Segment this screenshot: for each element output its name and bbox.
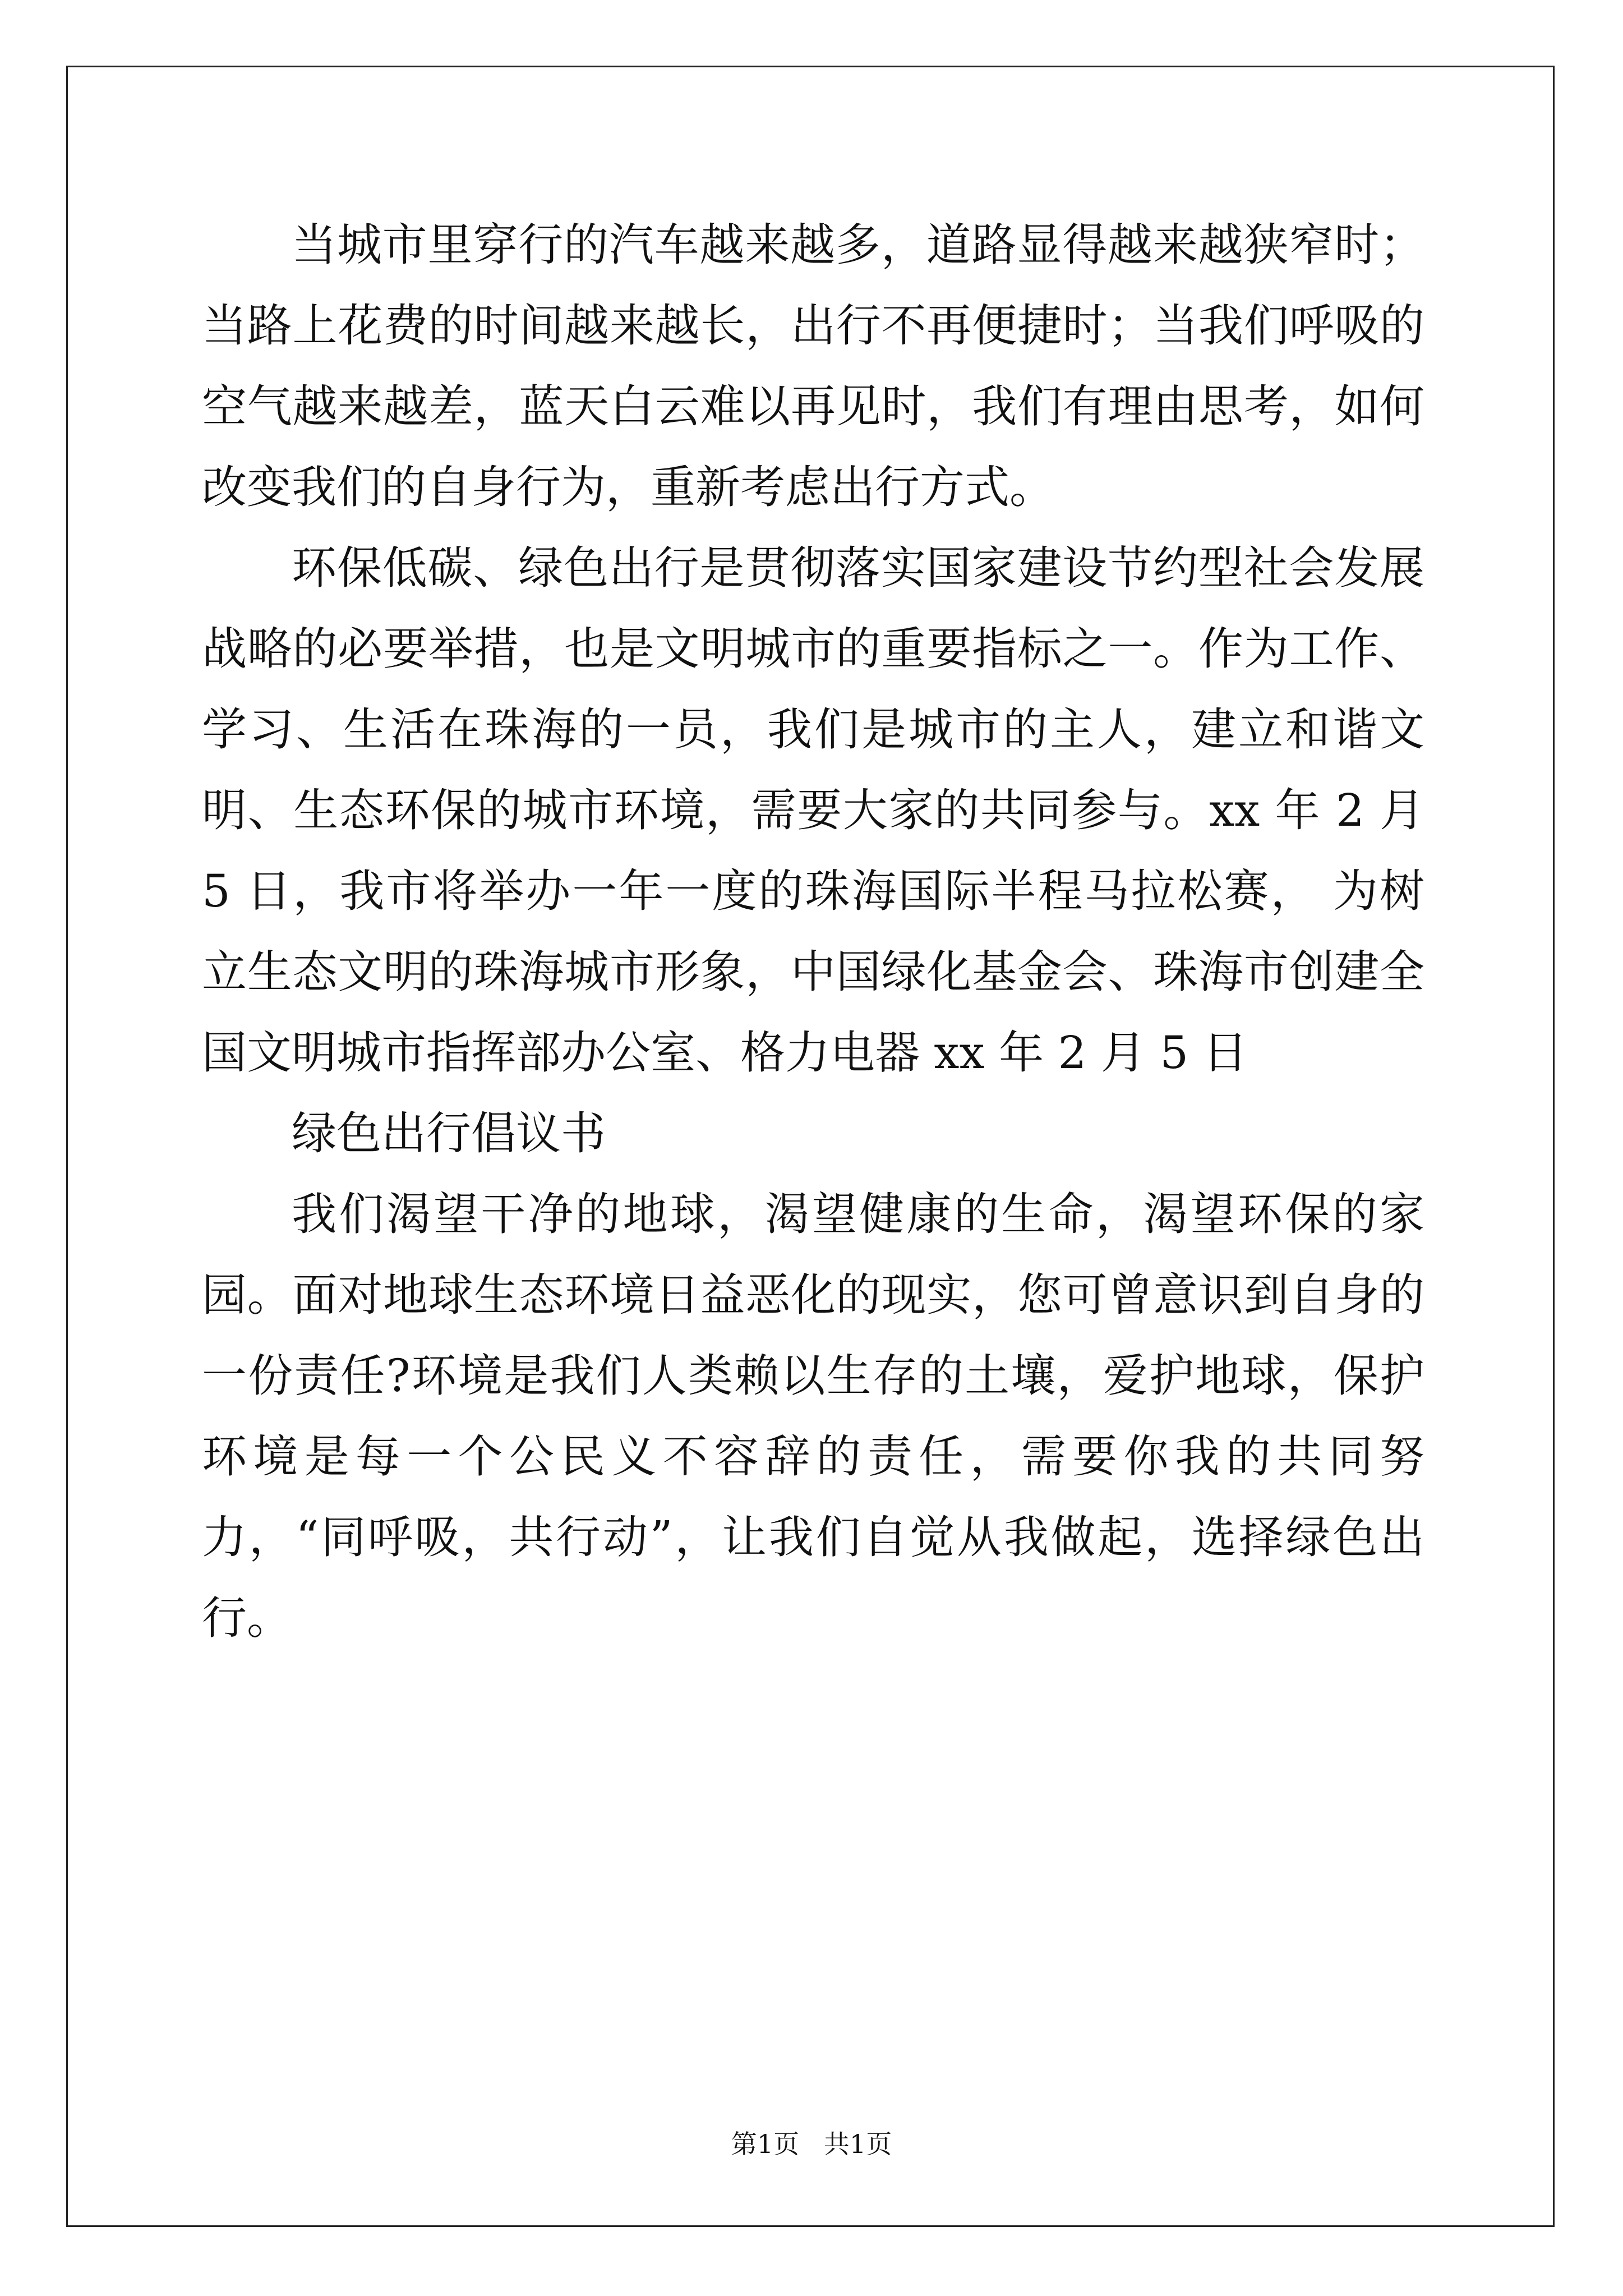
paragraph-3-heading: 绿色出行倡议书 <box>292 1107 606 1159</box>
paragraph-2: 环保低碳、绿色出行是贯彻落实国家建设节约型社会发展战略的必要举措，也是文明城市的重要指标之一。作为工作、学习、生活在珠海的一员，我们是城市的主人，建立和谐文明、生态环保的城市环境，需要大家的共同参与。xx 年 2 月 5 日，我市将举办一年一度的珠海国际半程马拉松赛， 为树立生态文明的珠海城市形象，中国绿化基金会、珠海市创建全国文明城市指挥部办公室、格力电器 xx 年 2 月 5 日 <box>202 542 1424 1079</box>
page-footer: 第1页 共1页 <box>731 2129 892 2159</box>
paragraph-1: 当城市里穿行的汽车越来越多，道路显得越来越狭窄时；当路上花费的时间越来越长，出行不再便捷时；当我们呼吸的空气越来越差，蓝天白云难以再见时，我们有理由思考，如何改变我们的自身行为，重新考虑出行方式。 <box>202 219 1424 513</box>
paragraph-4: 我们渴望干净的地球，渴望健康的生命，渴望环保的家园。面对地球生态环境日益恶化的现实，您可曾意识到自身的一份责任?环境是我们人类赖以生存的土壤，爱护地球，保护环境是每一个公民义不容辞的责任，需要你我的共同努力，“同呼吸，共行动”，让我们自觉从我做起，选择绿色出行。 <box>202 1188 1424 1644</box>
document-body <box>202 205 1424 1659</box>
